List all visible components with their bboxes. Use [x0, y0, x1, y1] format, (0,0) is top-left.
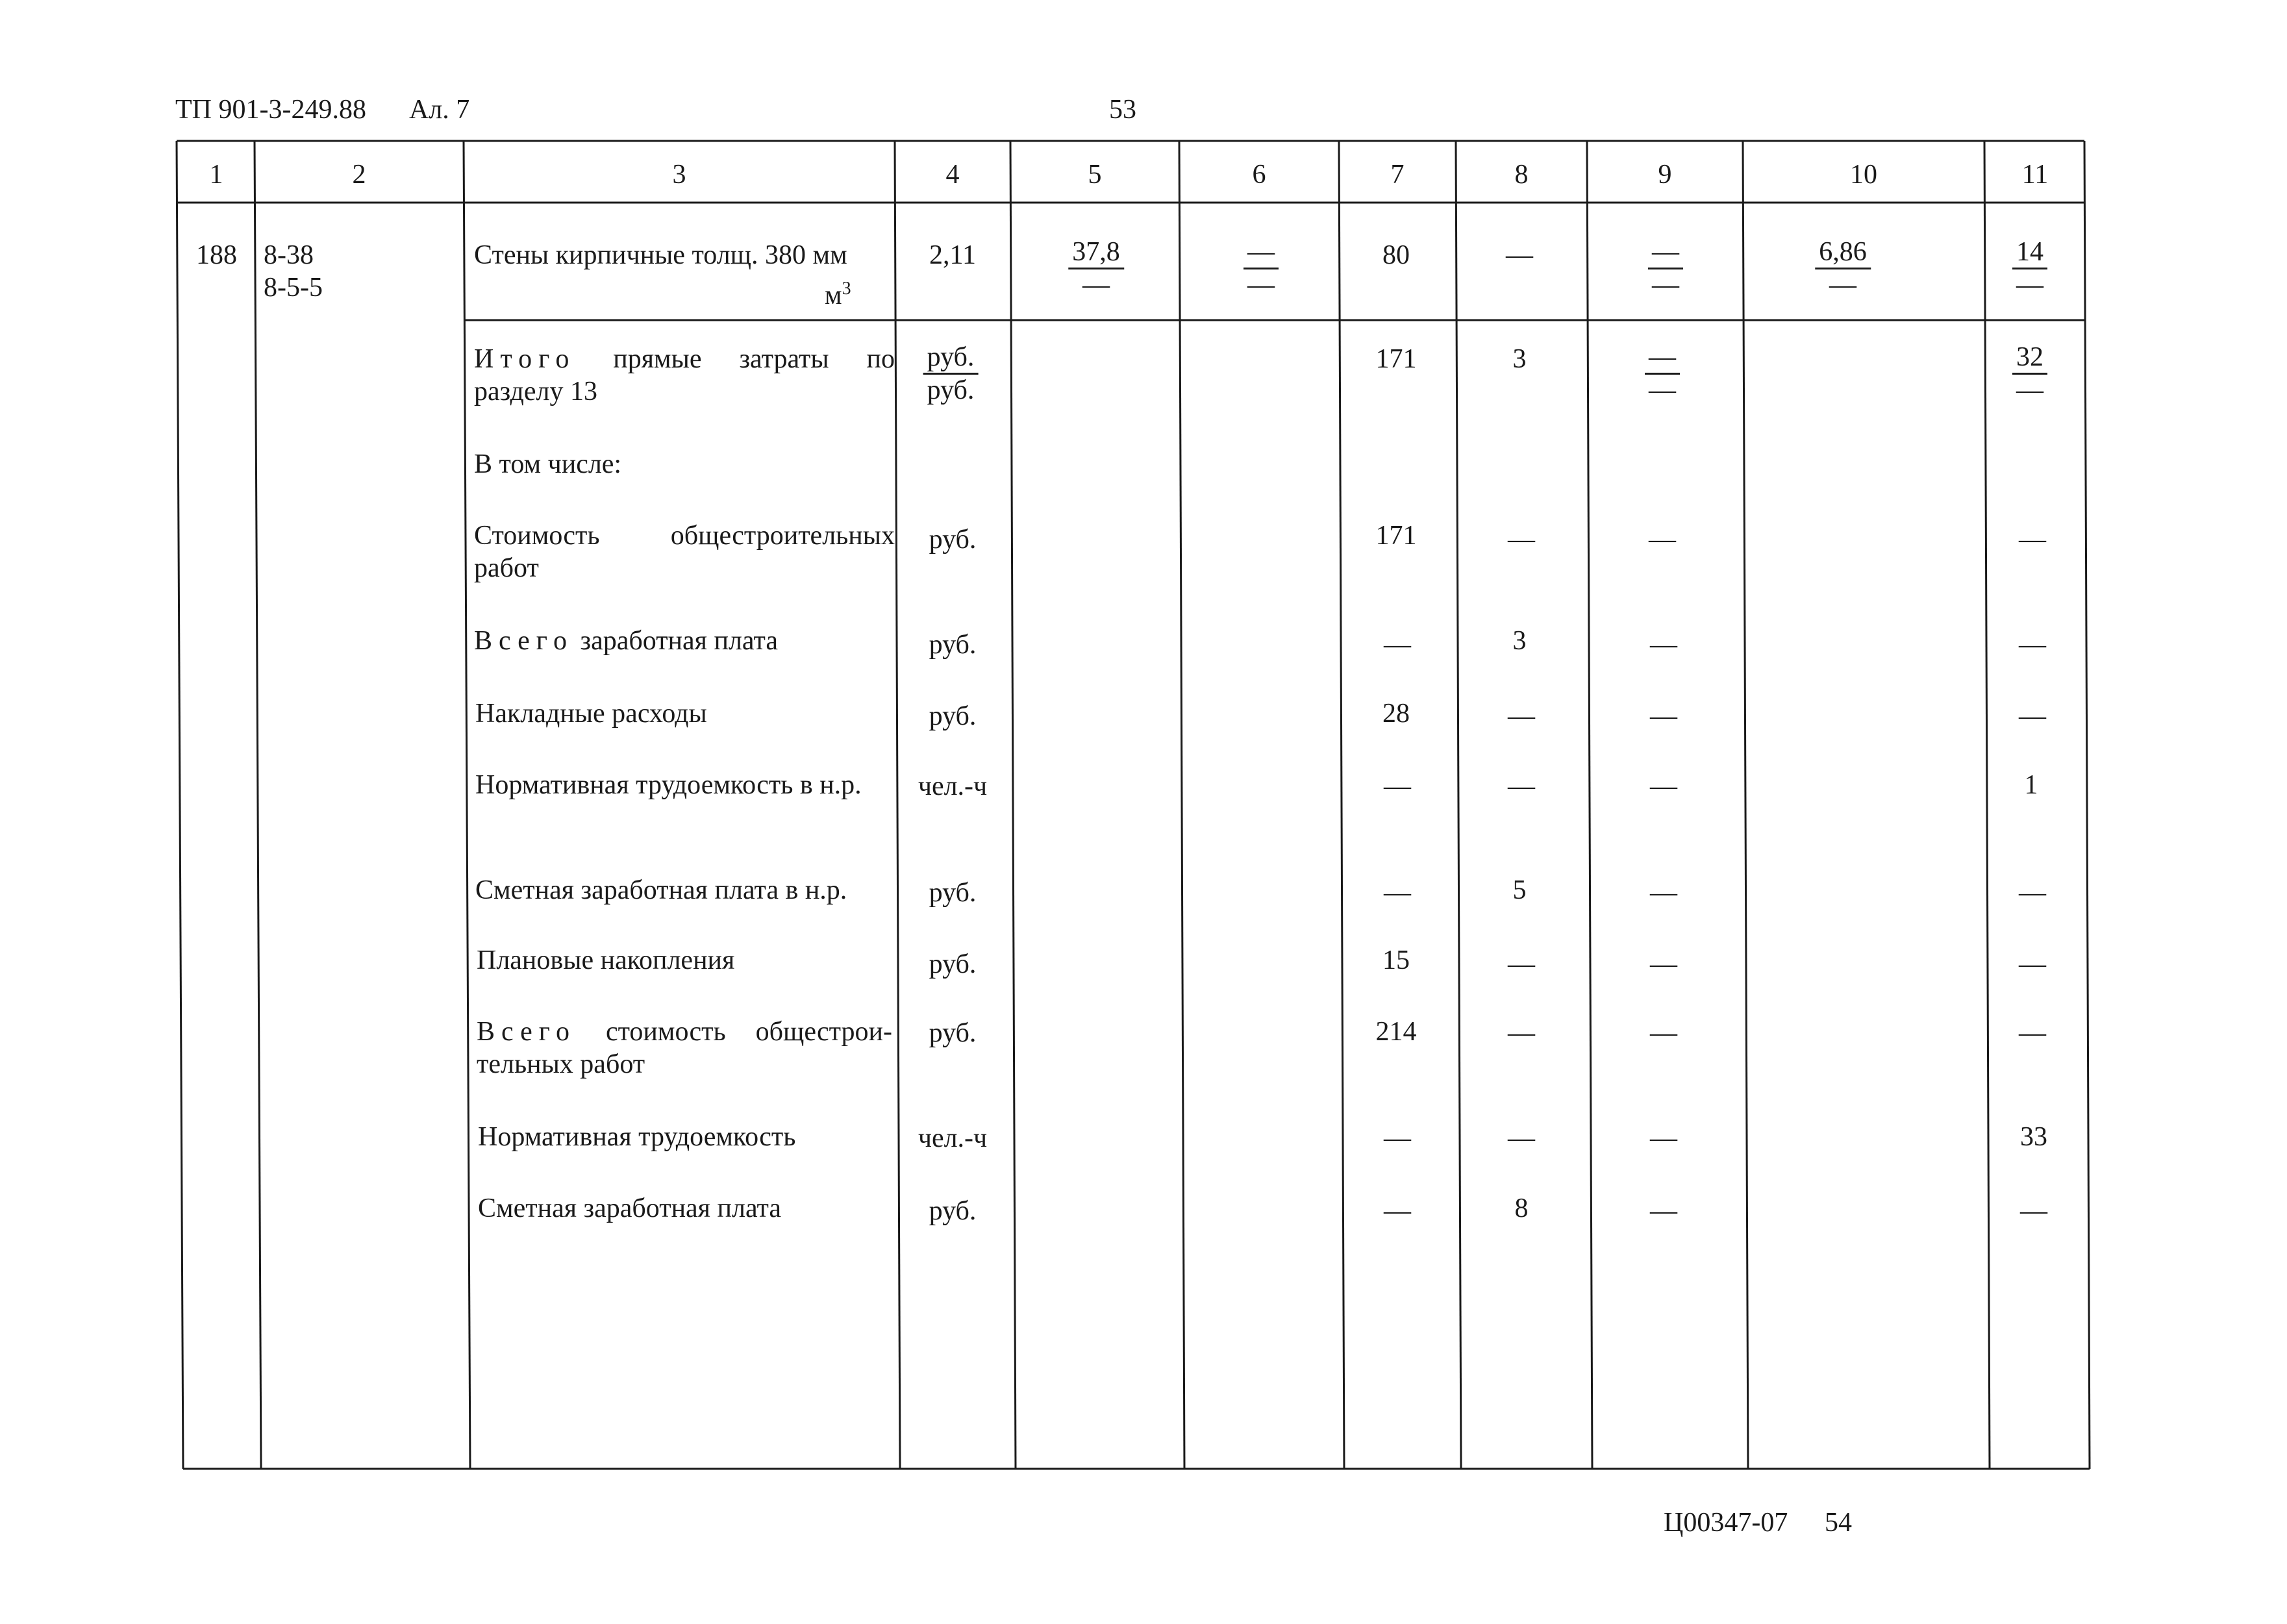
row-4-c11: 1 — [2024, 770, 2038, 800]
row-8-c8: — — [1508, 1123, 1535, 1153]
row-1-c11: — — [2019, 525, 2046, 555]
row-3-c8: — — [1508, 701, 1535, 731]
column-number-4: 4 — [945, 160, 960, 190]
column-number-1: 1 — [209, 160, 223, 190]
row-4-c8: — — [1508, 771, 1535, 801]
row-7-label-spaced: Всего — [477, 1017, 576, 1047]
item-c11 — [2012, 236, 2047, 301]
total-unit-num: руб. — [923, 342, 979, 375]
row-6-c11: — — [2019, 949, 2046, 979]
row-8-c7: — — [1384, 1123, 1411, 1153]
doc-code: ТП 901-3-249.88 — [175, 95, 366, 125]
column-number-11: 11 — [2021, 160, 2049, 190]
total-c11-den: — — [2016, 375, 2043, 405]
item-c9 — [1648, 236, 1683, 301]
row-2-unit: руб. — [929, 630, 977, 660]
column-number-9: 9 — [1658, 160, 1672, 190]
total-label-rest: прямые затраты по разделу 13 — [474, 344, 895, 406]
item-c11-num: 14 — [2012, 236, 2047, 269]
footer-sheet: 54 — [1825, 1508, 1852, 1538]
row-6-c7: 15 — [1382, 945, 1410, 975]
item-code-line1: 8-38 — [264, 240, 314, 270]
row-2-label — [474, 625, 778, 657]
item-c5-den: — — [1082, 270, 1110, 300]
column-number-2: 2 — [352, 160, 366, 190]
column-number-7: 7 — [1390, 160, 1405, 190]
row-4-unit: чел.-ч — [918, 771, 988, 801]
row-2-c11: — — [2019, 630, 2046, 660]
row-2-c9: — — [1650, 630, 1677, 660]
item-c6-num: — — [1243, 236, 1279, 269]
row-7-c7: 214 — [1375, 1017, 1417, 1047]
row-9-label: Сметная заработная плата — [478, 1193, 782, 1223]
row-9-c9: — — [1650, 1196, 1677, 1226]
column-number-3: 3 — [672, 160, 686, 190]
including-label: В том числе: — [474, 449, 622, 479]
column-number-8: 8 — [1514, 160, 1529, 190]
row-1-c7: 171 — [1375, 521, 1417, 551]
item-unit — [825, 273, 851, 312]
total-unit-den: руб. — [927, 375, 975, 405]
total-unit — [923, 342, 979, 406]
item-c11-den: — — [2016, 270, 2043, 300]
total-c7: 171 — [1375, 344, 1417, 374]
row-8-c11: 33 — [2020, 1122, 2047, 1152]
item-position: 188 — [196, 240, 237, 270]
row-3-label: Накладные расходы — [475, 699, 707, 729]
column-number-6: 6 — [1252, 160, 1266, 190]
total-label-spaced: Итого — [474, 344, 576, 374]
row-5-c7: — — [1384, 878, 1411, 908]
row-5-c9: — — [1650, 878, 1677, 908]
row-2-c7: — — [1384, 630, 1411, 660]
row-7-label-rest: стоимость общестрои-тельных работ — [477, 1017, 892, 1079]
item-c6 — [1243, 236, 1279, 301]
total-c9-num: — — [1645, 342, 1680, 375]
item-code-line2: 8-5-5 — [264, 273, 323, 303]
row-5-c8: 5 — [1512, 875, 1527, 905]
item-unit-sup: 3 — [842, 279, 851, 299]
row-7-c11: — — [2019, 1018, 2046, 1048]
item-quantity: 2,11 — [929, 240, 976, 270]
album-label: Ал. 7 — [409, 95, 470, 125]
row-9-c8: 8 — [1514, 1193, 1529, 1223]
item-c10 — [1815, 236, 1871, 301]
row-6-label: Плановые накопления — [477, 945, 735, 975]
total-c9 — [1645, 342, 1680, 406]
row-5-c11: — — [2019, 878, 2046, 908]
row-7-unit: руб. — [929, 1018, 977, 1048]
item-c5 — [1068, 236, 1124, 301]
item-c9-den: — — [1652, 270, 1679, 300]
item-c6-den: — — [1247, 270, 1275, 300]
row-4-label: Нормативная трудоемкость в н.р. — [475, 770, 862, 800]
item-description: Стены кирпичные толщ. 380 мм — [474, 240, 847, 270]
row-3-unit: руб. — [929, 701, 977, 731]
row-1-c8: — — [1508, 525, 1535, 555]
total-c9-den: — — [1649, 375, 1676, 405]
total-c11 — [2012, 342, 2047, 406]
row-2-label-spaced: Всего — [474, 626, 573, 656]
row-9-c11: — — [2020, 1196, 2047, 1226]
row-1-unit: руб. — [929, 525, 977, 555]
row-8-label: Нормативная трудоемкость — [478, 1122, 796, 1152]
row-7-label — [477, 1016, 892, 1081]
row-6-unit: руб. — [929, 949, 977, 979]
row-4-c9: — — [1650, 771, 1677, 801]
row-6-c8: — — [1508, 949, 1535, 979]
row-7-c9: — — [1650, 1018, 1677, 1048]
row-5-unit: руб. — [929, 878, 977, 908]
row-9-c7: — — [1384, 1196, 1411, 1226]
row-5-label: Сметная заработная плата в н.р. — [475, 875, 847, 905]
footer-code: Ц00347-07 — [1664, 1508, 1788, 1538]
page-number: 53 — [1109, 95, 1136, 125]
row-8-c9: — — [1650, 1123, 1677, 1153]
row-7-c8: — — [1508, 1018, 1535, 1048]
item-unit-base: м — [825, 281, 842, 310]
item-c7: 80 — [1382, 240, 1410, 270]
item-c9-num: — — [1648, 236, 1683, 269]
item-c10-den: — — [1829, 270, 1856, 300]
row-2-c8: 3 — [1512, 626, 1527, 656]
row-3-c7: 28 — [1382, 699, 1410, 729]
row-2-label-rest: заработная плата — [580, 626, 778, 656]
row-6-c9: — — [1650, 949, 1677, 979]
column-number-5: 5 — [1088, 160, 1102, 190]
row-1-label: Стоимость общестроительных работ — [474, 521, 895, 583]
row-9-unit: руб. — [929, 1196, 977, 1226]
item-c10-num: 6,86 — [1815, 236, 1871, 269]
item-c5-num: 37,8 — [1068, 236, 1124, 269]
total-c11-num: 32 — [2012, 342, 2047, 375]
column-number-10: 10 — [1850, 160, 1877, 190]
item-c8: — — [1506, 240, 1533, 270]
total-c8: 3 — [1512, 344, 1527, 374]
row-3-c9: — — [1650, 701, 1677, 731]
row-3-c11: — — [2019, 701, 2046, 731]
row-4-c7: — — [1384, 771, 1411, 801]
row-1-c9: — — [1649, 525, 1676, 555]
total-label — [474, 343, 895, 408]
row-8-unit: чел.-ч — [918, 1123, 988, 1153]
